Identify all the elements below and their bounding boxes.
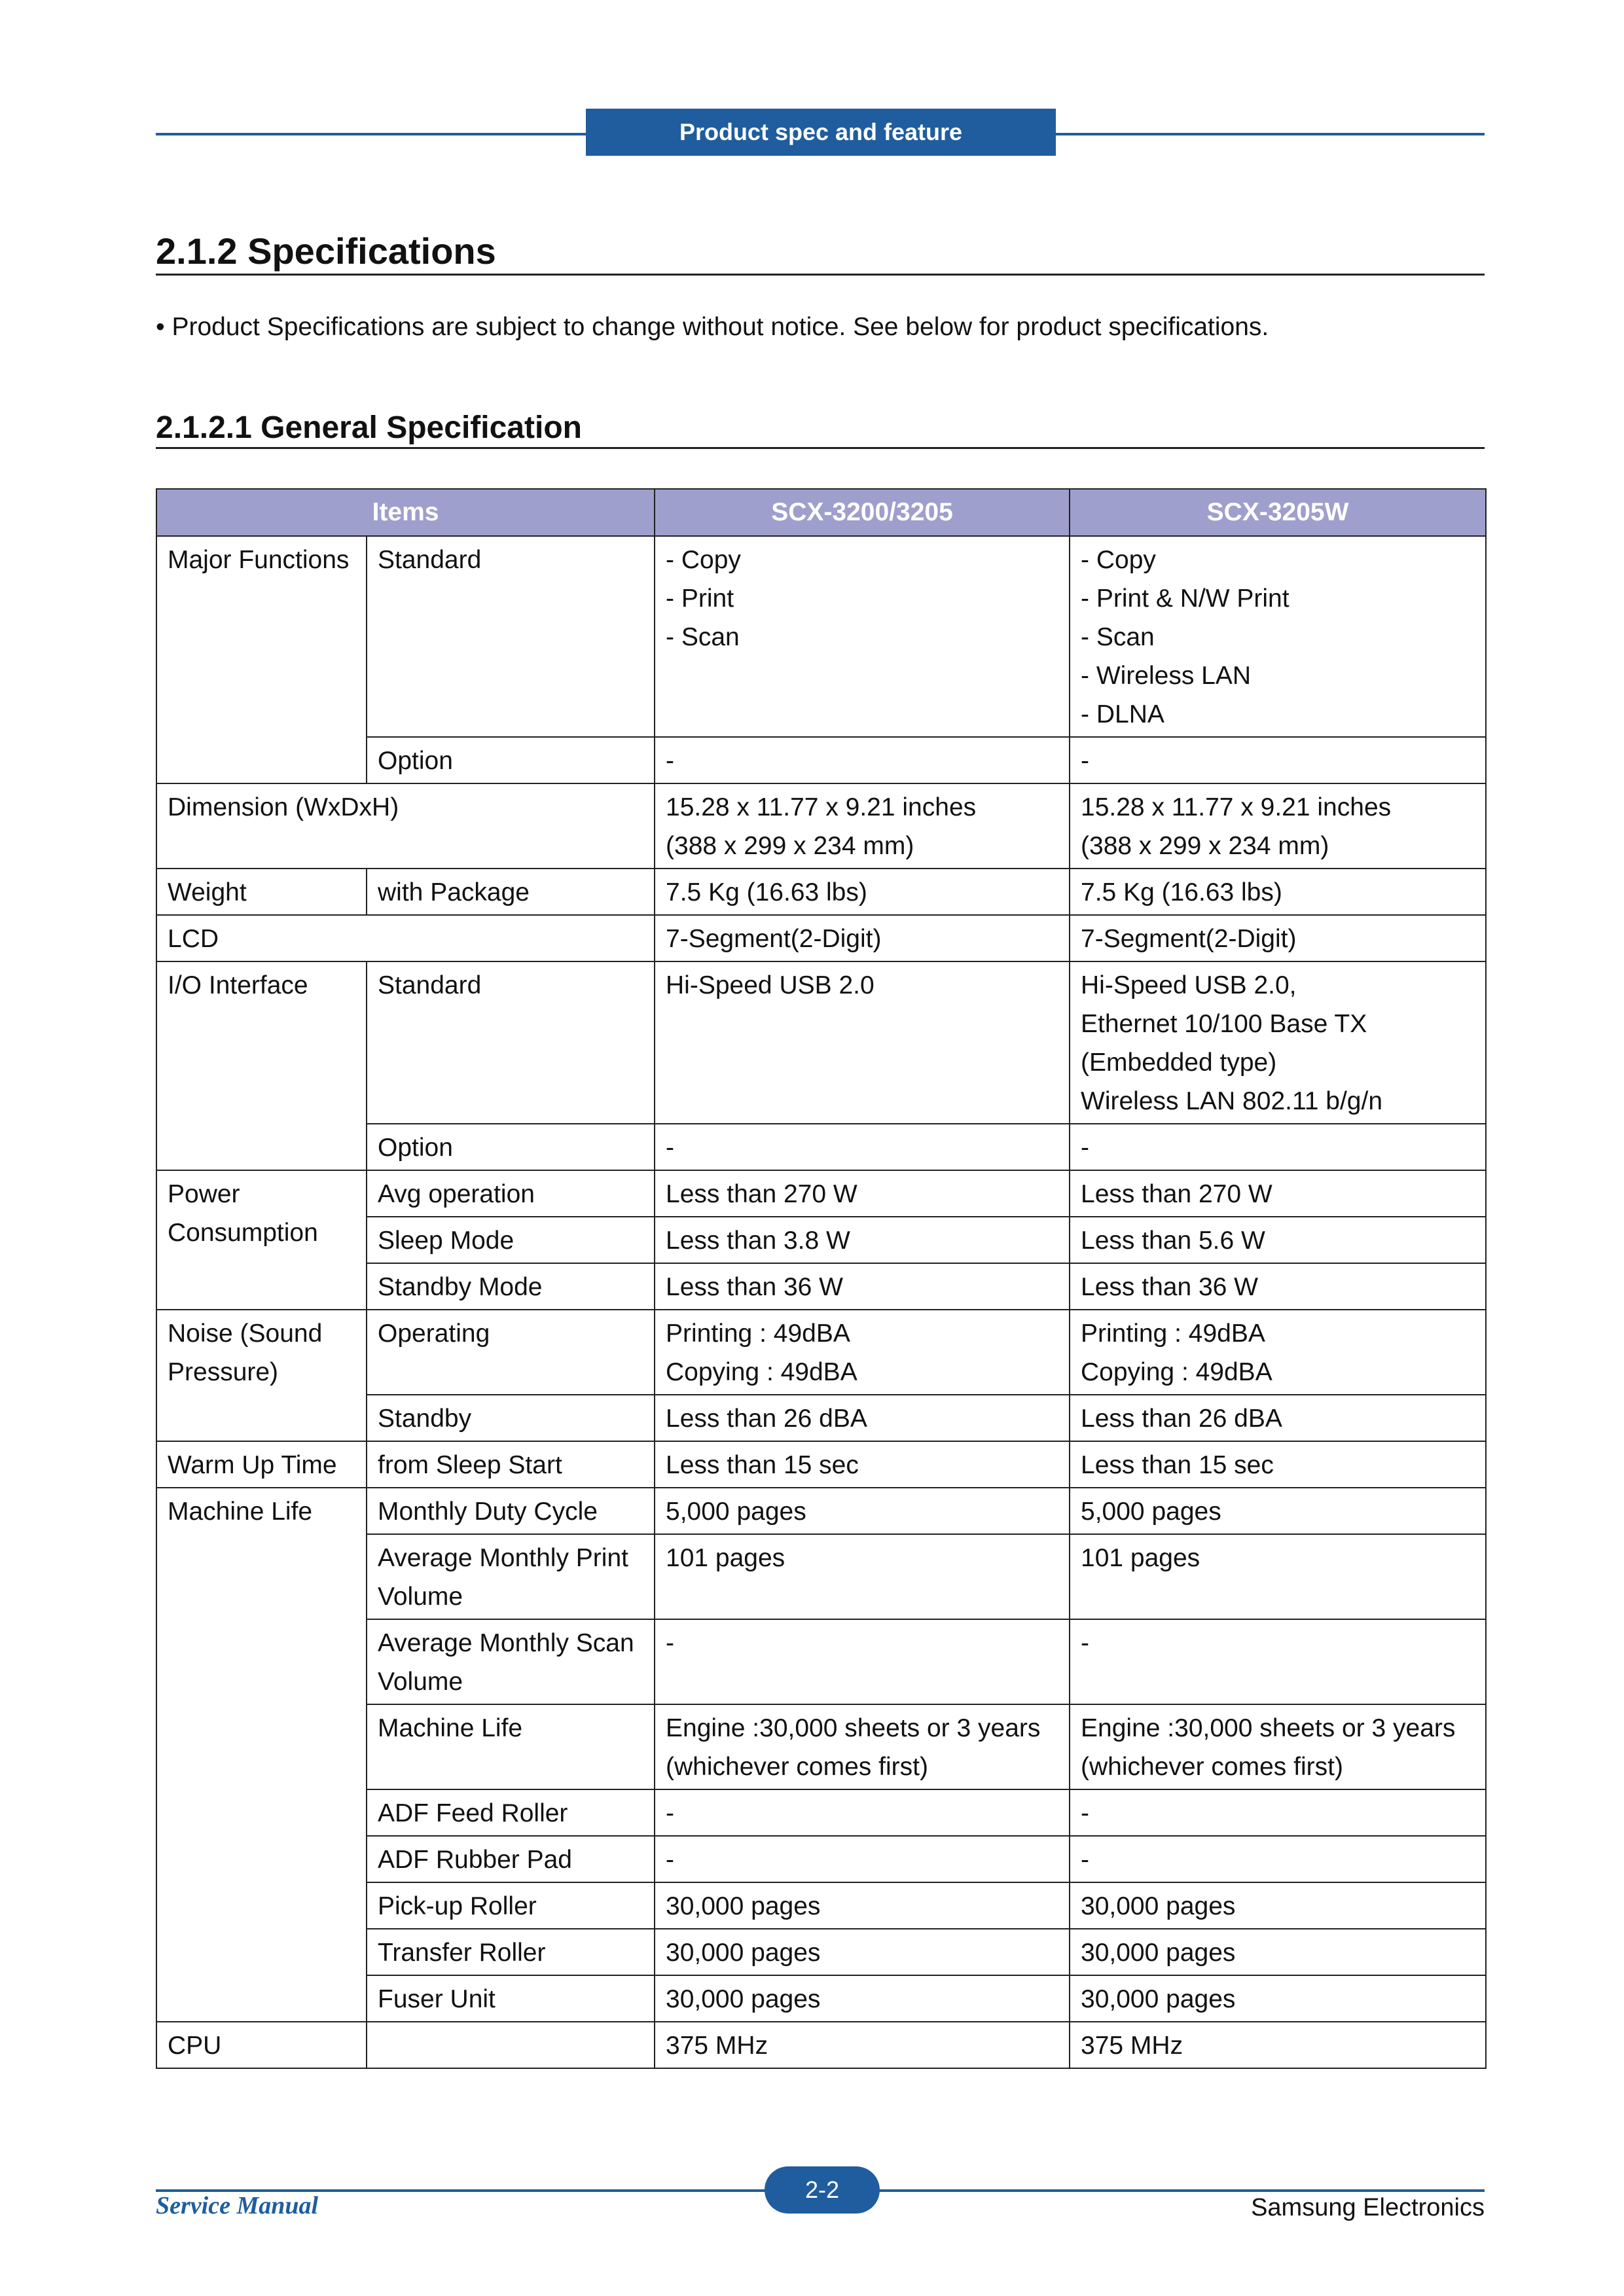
item-cell: from Sleep Start xyxy=(367,1441,655,1488)
value-cell-a: 7-Segment(2-Digit) xyxy=(655,915,1070,961)
value-cell-b: - xyxy=(1070,1619,1486,1704)
item-cell: Pick-up Roller xyxy=(367,1882,655,1929)
item-cell: with Package xyxy=(367,869,655,915)
item-cell: Standard xyxy=(367,536,655,737)
group-cell: CPU xyxy=(156,2022,367,2068)
item-cell: Avg operation xyxy=(367,1170,655,1217)
value-cell-b: Less than 36 W xyxy=(1070,1263,1486,1310)
section-title: 2.1.2 Specifications xyxy=(156,229,1485,276)
item-cell: Fuser Unit xyxy=(367,1975,655,2022)
item-cell: Standby xyxy=(367,1395,655,1441)
page-number: 2-2 xyxy=(765,2166,880,2214)
value-cell-b: 7.5 Kg (16.63 lbs) xyxy=(1070,869,1486,915)
value-cell-a: 7.5 Kg (16.63 lbs) xyxy=(655,869,1070,915)
value-cell-b: 101 pages xyxy=(1070,1534,1486,1619)
subsection-title: 2.1.2.1 General Specification xyxy=(156,409,1485,449)
value-cell-a: Less than 36 W xyxy=(655,1263,1070,1310)
value-cell-a: Engine :30,000 sheets or 3 years (whichever comes first) xyxy=(655,1704,1070,1789)
group-cell: LCD xyxy=(156,915,655,961)
group-cell: Power Consumption xyxy=(156,1170,367,1310)
value-cell-a: Less than 26 dBA xyxy=(655,1395,1070,1441)
value-cell-b: - xyxy=(1070,737,1486,783)
footer-company: Samsung Electronics xyxy=(1251,2194,1485,2221)
value-cell-a: 101 pages xyxy=(655,1534,1070,1619)
group-cell: Warm Up Time xyxy=(156,1441,367,1488)
value-cell-b: Less than 15 sec xyxy=(1070,1441,1486,1488)
value-cell-a: Less than 270 W xyxy=(655,1170,1070,1217)
value-cell-b: 7-Segment(2-Digit) xyxy=(1070,915,1486,961)
table-row xyxy=(156,961,1486,1124)
header-model-a: SCX-3200/3205 xyxy=(655,489,1070,536)
value-cell-b: 5,000 pages xyxy=(1070,1488,1486,1534)
group-cell: Dimension (WxDxH) xyxy=(156,783,655,869)
value-cell-a: 30,000 pages xyxy=(655,1975,1070,2022)
item-cell: ADF Feed Roller xyxy=(367,1789,655,1836)
item-cell: Standard xyxy=(367,961,655,1124)
value-cell-b: Printing : 49dBA Copying : 49dBA xyxy=(1070,1310,1486,1395)
value-cell-b: Less than 270 W xyxy=(1070,1170,1486,1217)
group-cell: Machine Life xyxy=(156,1488,367,2022)
item-cell: Operating xyxy=(367,1310,655,1395)
value-cell-b: 30,000 pages xyxy=(1070,1975,1486,2022)
item-cell: Sleep Mode xyxy=(367,1217,655,1263)
table-row xyxy=(156,783,1486,869)
table-row xyxy=(156,1488,1486,1534)
section-tab: Product spec and feature xyxy=(586,109,1056,156)
group-cell: Major Functions xyxy=(156,536,367,783)
value-cell-b: 375 MHz xyxy=(1070,2022,1486,2068)
value-cell-b: Hi-Speed USB 2.0, Ethernet 10/100 Base TX (Embedded type) Wireless LAN 802.11 b/g/n xyxy=(1070,961,1486,1124)
value-cell-b: - xyxy=(1070,1124,1486,1170)
value-cell-a: - xyxy=(655,1124,1070,1170)
value-cell-a: Less than 15 sec xyxy=(655,1441,1070,1488)
item-cell: Monthly Duty Cycle xyxy=(367,1488,655,1534)
item-cell: Machine Life xyxy=(367,1704,655,1789)
value-cell-a: - xyxy=(655,1789,1070,1836)
value-cell-b: Less than 5.6 W xyxy=(1070,1217,1486,1263)
header-model-b: SCX-3205W xyxy=(1070,489,1486,536)
header-items: Items xyxy=(156,489,655,536)
table-row xyxy=(156,915,1486,961)
item-cell: Option xyxy=(367,737,655,783)
general-spec-table xyxy=(156,488,1487,2069)
value-cell-a: - xyxy=(655,1836,1070,1882)
table-row xyxy=(156,2022,1486,2068)
item-cell xyxy=(367,2022,655,2068)
value-cell-a: 375 MHz xyxy=(655,2022,1070,2068)
value-cell-b: - xyxy=(1070,1836,1486,1882)
value-cell-a: 30,000 pages xyxy=(655,1882,1070,1929)
value-cell-b: 30,000 pages xyxy=(1070,1882,1486,1929)
table-row xyxy=(156,1441,1486,1488)
value-cell-a: Less than 3.8 W xyxy=(655,1217,1070,1263)
item-cell: Average Monthly Print Volume xyxy=(367,1534,655,1619)
value-cell-a: - xyxy=(655,737,1070,783)
table-row xyxy=(156,1170,1486,1217)
table-header-row xyxy=(156,489,1486,536)
footer-service-manual: Service Manual xyxy=(156,2192,319,2219)
value-cell-b: Engine :30,000 sheets or 3 years (whichever comes first) xyxy=(1070,1704,1486,1789)
group-cell: Noise (Sound Pressure) xyxy=(156,1310,367,1441)
value-cell-a: Hi-Speed USB 2.0 xyxy=(655,961,1070,1124)
value-cell-b: - xyxy=(1070,1789,1486,1836)
value-cell-b: 15.28 x 11.77 x 9.21 inches (388 x 299 x 234 mm) xyxy=(1070,783,1486,869)
value-cell-a: 15.28 x 11.77 x 9.21 inches (388 x 299 x 234 mm) xyxy=(655,783,1070,869)
value-cell-a: 5,000 pages xyxy=(655,1488,1070,1534)
group-cell: Weight xyxy=(156,869,367,915)
value-cell-a: - Copy - Print - Scan xyxy=(655,536,1070,737)
table-row xyxy=(156,536,1486,737)
table-row xyxy=(156,869,1486,915)
value-cell-a: - xyxy=(655,1619,1070,1704)
table-row xyxy=(156,1310,1486,1395)
spec-notice: • Product Specifications are subject to change without notice. See below for product specifications. xyxy=(156,313,1269,341)
value-cell-a: Printing : 49dBA Copying : 49dBA xyxy=(655,1310,1070,1395)
value-cell-b: - Copy - Print & N/W Print - Scan - Wireless LAN - DLNA xyxy=(1070,536,1486,737)
group-cell: I/O Interface xyxy=(156,961,367,1170)
item-cell: Standby Mode xyxy=(367,1263,655,1310)
value-cell-a: 30,000 pages xyxy=(655,1929,1070,1975)
value-cell-b: 30,000 pages xyxy=(1070,1929,1486,1975)
item-cell: Transfer Roller xyxy=(367,1929,655,1975)
item-cell: ADF Rubber Pad xyxy=(367,1836,655,1882)
item-cell: Average Monthly Scan Volume xyxy=(367,1619,655,1704)
item-cell: Option xyxy=(367,1124,655,1170)
value-cell-b: Less than 26 dBA xyxy=(1070,1395,1486,1441)
